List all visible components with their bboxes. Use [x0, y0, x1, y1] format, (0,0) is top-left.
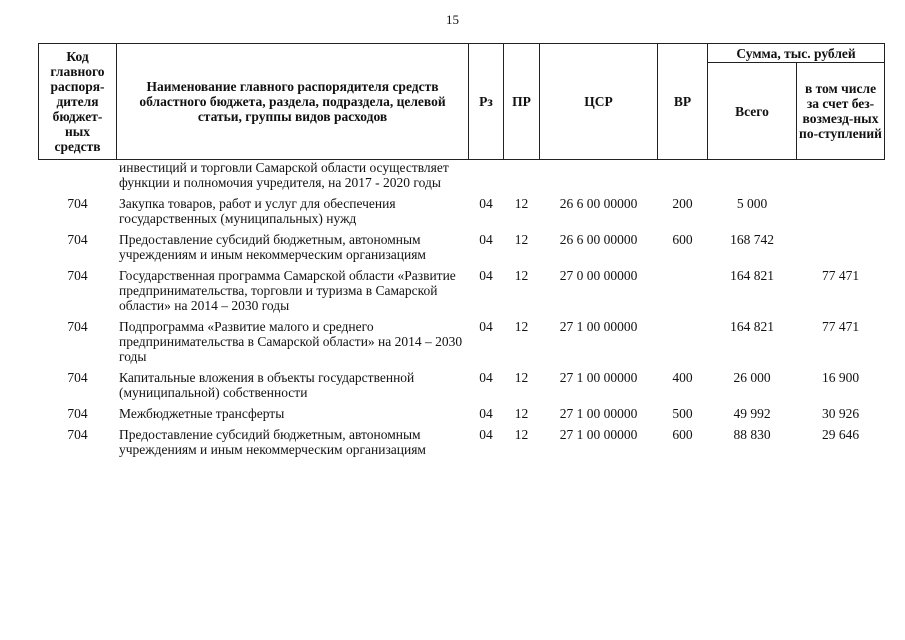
cell-total: 88 830	[733, 427, 771, 442]
cell-vr	[658, 268, 708, 319]
budget-table	[38, 43, 885, 463]
table-row	[39, 319, 885, 370]
cell-code: 704	[67, 319, 88, 334]
cell-code: 704	[67, 370, 88, 385]
cell-vr: 600	[672, 427, 693, 442]
cell-vr: 400	[672, 370, 693, 385]
header-sum-group: Сумма, тыс. рублей	[708, 44, 885, 63]
cell-free: 30 926	[821, 406, 860, 421]
cell-csr	[540, 160, 658, 197]
cell-free: 77 471	[821, 268, 860, 283]
cell-code: 704	[67, 406, 88, 421]
cell-name: Межбюджетные трансферты	[119, 406, 285, 421]
header-vr: ВР	[658, 44, 708, 160]
cell-pr: 12	[514, 427, 529, 442]
cell-csr: 26 6 00 00000	[559, 232, 638, 247]
cell-total	[708, 160, 797, 197]
header-code: Код главного распоря-дителя бюджет-ных средств	[39, 44, 117, 160]
cell-rz	[469, 160, 504, 197]
table-row	[39, 370, 885, 406]
cell-pr: 12	[514, 232, 529, 247]
cell-name: Капитальные вложения в объекты государственной (муниципальной) собственности	[119, 370, 415, 400]
cell-total: 5 000	[736, 196, 768, 211]
cell-pr	[504, 160, 540, 197]
cell-pr: 12	[514, 319, 529, 334]
cell-total: 164 821	[730, 268, 774, 283]
cell-free	[797, 196, 885, 232]
cell-rz: 04	[479, 268, 493, 283]
cell-total: 49 992	[733, 406, 771, 421]
cell-name: Подпрограмма «Развитие малого и среднего предпринимательства в Самарской области» на 2014 – 2030 годы	[119, 319, 463, 364]
table-row	[39, 196, 885, 232]
cell-rz: 04	[479, 319, 493, 334]
cell-code: 704	[67, 268, 88, 283]
cell-code: 704	[67, 196, 88, 211]
cell-name: Государственная программа Самарской области «Развитие предпринимательства, торговли и туризма в Самарской области» на 2014 – 2030 годы	[119, 268, 456, 313]
table-row	[39, 406, 885, 427]
header-pr: ПР	[504, 44, 540, 160]
header-csr: ЦСР	[540, 44, 658, 160]
cell-csr: 27 1 00 00000	[559, 427, 638, 442]
cell-name: инвестиций и торговли Самарской области осуществляет функции и полномочия учредителя, на 2017 - 2020 годы	[119, 160, 449, 190]
cell-rz: 04	[479, 427, 493, 442]
cell-csr: 27 0 00 00000	[559, 268, 638, 283]
cell-total: 168 742	[730, 232, 774, 247]
cell-csr: 27 1 00 00000	[559, 370, 638, 385]
cell-total: 164 821	[730, 319, 774, 334]
cell-free: 16 900	[821, 370, 860, 385]
cell-vr	[658, 319, 708, 370]
cell-csr: 26 6 00 00000	[559, 196, 638, 211]
cell-free: 29 646	[821, 427, 860, 442]
cell-vr: 500	[672, 406, 693, 421]
cell-pr: 12	[514, 268, 529, 283]
page-number: 15	[446, 12, 459, 27]
table-row	[39, 160, 885, 197]
cell-name: Закупка товаров, работ и услуг для обеспечения государственных (муниципальных) нужд	[119, 196, 396, 226]
cell-code: 704	[67, 232, 88, 247]
cell-pr: 12	[514, 370, 529, 385]
cell-free	[797, 160, 885, 197]
cell-csr: 27 1 00 00000	[559, 406, 638, 421]
cell-name: Предоставление субсидий бюджетным, автономным учреждениям и иным некоммерческим организациям	[119, 232, 426, 262]
cell-rz: 04	[479, 232, 493, 247]
header-free-receipts: в том числе за счет без-возмезд-ных по-ступлений	[797, 63, 885, 160]
cell-free	[797, 232, 885, 268]
header-name: Наименование главного распорядителя средств областного бюджета, раздела, подраздела, целевой статьи, группы видов расходов	[117, 44, 469, 160]
table-row	[39, 427, 885, 463]
cell-vr	[658, 160, 708, 197]
cell-code	[39, 160, 117, 197]
cell-rz: 04	[479, 196, 493, 211]
cell-pr: 12	[514, 406, 529, 421]
cell-code: 704	[67, 427, 88, 442]
cell-rz: 04	[479, 406, 493, 421]
cell-free: 77 471	[821, 319, 860, 334]
cell-name: Предоставление субсидий бюджетным, автономным учреждениям и иным некоммерческим организациям	[119, 427, 426, 457]
table-row	[39, 232, 885, 268]
cell-total: 26 000	[733, 370, 771, 385]
header-rz: Рз	[469, 44, 504, 160]
header-total: Всего	[708, 63, 797, 160]
cell-rz: 04	[479, 370, 493, 385]
cell-pr: 12	[514, 196, 529, 211]
cell-csr: 27 1 00 00000	[559, 319, 638, 334]
cell-vr: 200	[672, 196, 693, 211]
cell-vr: 600	[672, 232, 693, 247]
table-row	[39, 268, 885, 319]
